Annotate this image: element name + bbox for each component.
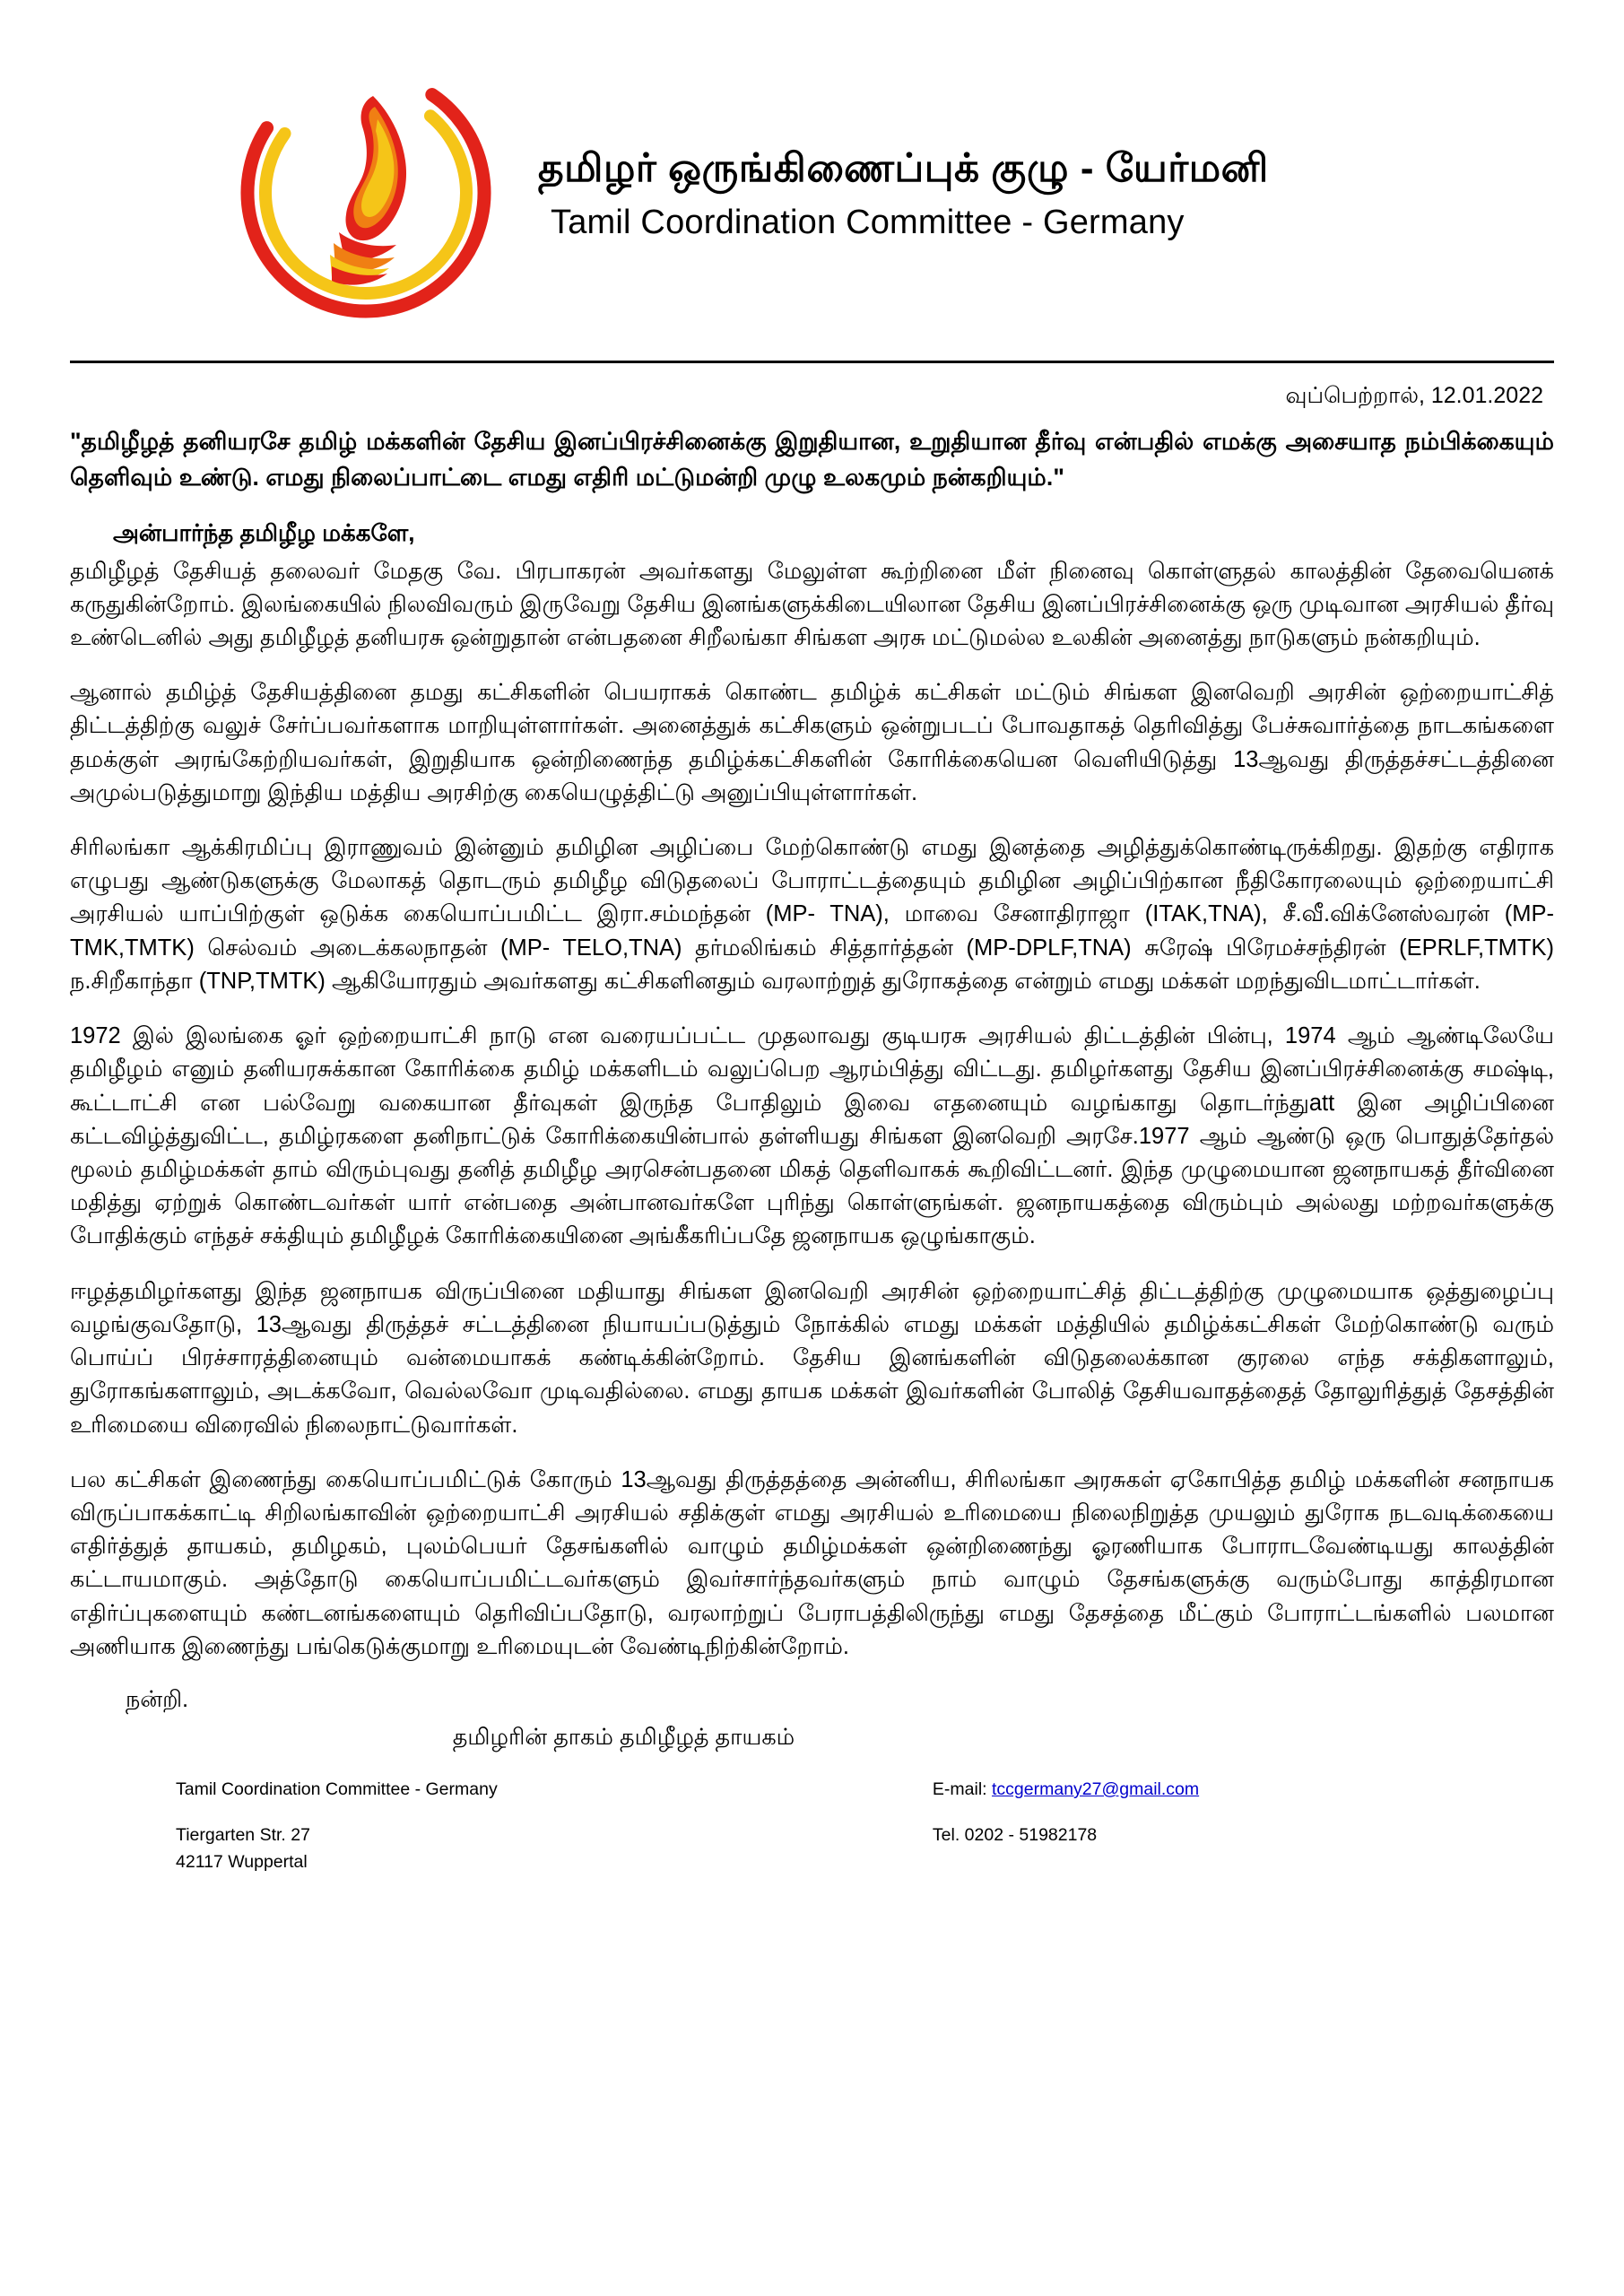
body-paragraph: 1972 இல் இலங்கை ஓர் ஒற்றையாட்சி நாடு என வரையப்பட்ட முதலாவது குடியரசு அரசியல் திட்டத்தின் பின்பு, 1974 ஆம் ஆண்டிலேயே தமிழீழம் எனும் தனியரசுக்கான கோரிக்கை தமிழ் மக்களிடம் வலுப்பெற ஆரம்பித்து விட்டது. தமிழர்களது தேசிய இனப்பிரச்சினைக்கு சமஷ்டி, கூட்டாட்சி என பல்வேறு வகையான தீர்வுகள் இருந்த போதிலும் இவை எதனையும் வழங்காது தொடர்ந்துatt இன அழிப்பினை கட்டவிழ்த்துவிட்ட, தமிழ்ரகளை தனிநாட்டுக் கோரிக்கையின்பால் தள்ளியது சிங்கள இனவெறி அரசே.1977 ஆம் ஆண்டு ஒரு பொதுத்தேர்தல் மூலம் தமிழ்மக்கள் தாம் விரும்புவது தனித் தமிழீழ அரசென்பதனை மிகத் தெளிவாகக் கூறிவிட்டனர். இந்த முழுமையான ஜனநாயகத் தீர்வினை மதித்து ஏற்றுக் கொண்டவர்கள் யார் என்பதை அன்பானவர்களே புரிந்து கொள்ளுங்கள். ஜனநாயகத்தை விரும்பும் அல்லது மற்றவர்களுக்கு போதிக்கும் எந்தச் சக்தியும் தமிழீழக் கோரிக்கையினை அங்கீகரிப்பதே ஜனநாயக ஒழுங்காகும். [70, 1023, 1554, 1249]
footer-phone: Tel. 0202 - 51982178 [932, 1825, 1098, 1846]
footer-email-link[interactable]: tccgermany27@gmail.com [992, 1779, 1200, 1800]
body-paragraph: ஆனால் தமிழ்த் தேசியத்தினை தமது கட்சிகளின் பெயராகக் கொண்ட தமிழ்க் கட்சிகள் மட்டும் சிங்கள இனவெறி அரசின் ஒற்றையாட்சித் திட்டத்திற்கு வலுச் சேர்ப்பவர்களாக மாறியுள்ளார்கள். அனைத்துக் கட்சிகளும் ஒன்றுபடப் போவதாகத் தெரிவித்து பேச்சுவார்த்தை நாடகங்களை தமக்குள் அரங்கேற்றியவர்கள், இறுதியாக ஒன்றிணைந்த தமிழ்க்கட்சிகளின் கோரிக்கையென வெளியிடுத்து 13ஆவது திருத்தச்சட்டத்தினை அமுல்படுத்துமாறு இந்திய மத்திய அரசிற்கு கையெழுத்திட்டு அனுப்பியுள்ளார்கள். [70, 680, 1554, 805]
body-paragraph: ஈழத்தமிழர்களது இந்த ஜனநாயக விருப்பினை மதியாது சிங்கள இனவெறி அரசின் ஒற்றையாட்சித் திட்டத்திற்கு முழுமையாக ஒத்துழைப்பு வழங்குவதோடு, 13ஆவது திருத்தச் சட்டத்தினை நியாயப்படுத்தும் நோக்கில் எமது மக்கள் மத்தியில் தமிழ்க்கட்சிகள் மேற்கொண்டு வரும் பொய்ப் பிரச்சாரத்தினையும் வன்மையாகக் கண்டிக்கின்றோம். தேசிய இனங்களின் விடுதலைக்கான குரலை எந்த சக்திகளாலும், துரோகங்களாலும், அடக்கவோ, வெல்லவோ முடிவதில்லை. எமது தாயக மக்கள் இவர்களின் போலித் தேசியவாதத்தைத் தோலுரித்துத் தேசத்தின் உரிமையை விரைவில் நிலைநாட்டுவார்கள். [70, 1278, 1554, 1438]
footer-left-column [176, 1777, 852, 1875]
leader-quote: "தமிழீழத் தனியரசே தமிழ் மக்களின் தேசிய இனப்பிரச்சினைக்கு இறுதியான, உறுதியான தீர்வு என்பதில் எமக்கு அசையாத நம்பிக்கையும் தெளிவும் உண்டு. எமது நிலைப்பாட்டை எமது எதிரி மட்டுமன்றி முழு உலகமும் நன்கறியும்." [70, 428, 1554, 491]
salutation: அன்பார்ந்த தமிழீழ மக்களே, [113, 518, 415, 546]
body-paragraph: தமிழீழத் தேசியத் தலைவர் மேதகு வே. பிரபாகரன் அவர்களது மேலுள்ள கூற்றினை மீள் நினைவு கொள்ளுதல் காலத்தின் தேவையெனக் கருதுகின்றோம். இலங்கையில் நிலவிவரும் இருவேறு தேசிய இனங்களுக்கிடையிலான தேசிய இனப்பிரச்சினைக்கு ஒரு முடிவான அரசியல் தீர்வு உண்டெனில் அது தமிழீழத் தனியரசு ஒன்றுதான் என்பதனை சிறீலங்கா சிங்கள அரசு மட்டுமல்ல உலகின் அனைத்து நாடுகளும் நன்கறியும். [70, 558, 1554, 650]
closing-thanks: நன்றி. [126, 1687, 189, 1713]
header-divider [70, 361, 1554, 363]
letter-footer [70, 1777, 1554, 1875]
body-paragraph: சிரிலங்கா ஆக்கிரமிப்பு இராணுவம் இன்னும் தமிழின அழிப்பை மேற்கொண்டு எமது இனத்தை அழித்துக்கொண்டிருக்கிறது. இதற்கு எதிராக எழுபது ஆண்டுகளுக்கு மேலாகத் தொடரும் தமிழீழ விடுதலைப் போராட்டத்தையும் தமிழின அழிப்பிற்கான நீதிகோரலையும் ஒற்றையாட்சி அரசியல் யாப்பிற்குள் ஒடுக்க கையொப்பமிட்ட இரா.சம்மந்தன் (MP- TNA), மாவை சேனாதிராஜா (ITAK,TNA), சீ.வீ.விக்னேஸ்வரன் (MP-TMK,TMTK) செல்வம் அடைக்கலநாதன் (MP- TELO,TNA) தர்மலிங்கம் சித்தார்த்தன் (MP-DPLF,TNA) சுரேஷ் பிரேமச்சந்திரன் (EPRLF,TMTK) ந.சிறீகாந்தா (TNP,TMTK) ஆகியோரதும் அவர்களது கட்சிகளினதும் வரலாற்றுத் துரோகத்தை என்றும் எமது மக்கள் மறந்துவிடமாட்டார்கள். [70, 835, 1554, 994]
footer-address-line1: Tiergarten Str. 27 [176, 1825, 310, 1846]
org-title-english: Tamil Coordination Committee - Germany [551, 204, 1185, 242]
org-title-tamil: தமிழர் ஒருங்கிணைப்புக் குழு - யேர்மனி [538, 145, 1269, 190]
tcc-germany-logo [231, 57, 500, 326]
header-titles [538, 139, 1269, 243]
footer-right-column [933, 1777, 1527, 1875]
footer-email-label: E-mail: [932, 1779, 987, 1800]
closing-slogan: தமிழரின் தாகம் தமிழீழத் தாயகம் [452, 1725, 795, 1751]
footer-org-name: Tamil Coordination Committee - Germany [176, 1779, 498, 1800]
body-paragraph: பல கட்சிகள் இணைந்து கையொப்பமிட்டுக் கோரும் 13ஆவது திருத்தத்தை அன்னிய, சிரிலங்கா அரசுகள் ஏகோபித்த தமிழ் மக்களின் சனநாயக விருப்பாகக்காட்டி சிறிலங்காவின் ஒற்றையாட்சி அரசியல் சதிக்குள் எமது அரசியல் உரிமையை நிலைநிறுத்த முயலும் துரோக நடவடிக்கையை எதிர்த்துத் தாயகம், தமிழகம், புலம்பெயர் தேசங்களில் வாழும் தமிழ்மக்கள் ஒன்றிணைந்து ஓரணியாக போராடவேண்டியது காலத்தின் கட்டாயமாகும். அத்தோடு கையொப்பமிட்டவர்களும் இவர்சார்ந்தவர்களும் நாம் வாழும் தேசங்களுக்கு வரும்போது காத்திரமான எதிர்ப்புகளையும் கண்டனங்களையும் தெரிவிப்பதோடு, வரலாற்றுப் பேராபத்திலிருந்து எமது தேசத்தை மீட்கும் போராட்டங்களில் பலமான அணியாக இணைந்து பங்கெடுக்குமாறு உரிமையுடன் வேண்டிநிற்கின்றோம். [70, 1466, 1554, 1659]
date-line: வுப்பெற்றால், 12.01.2022 [1285, 383, 1543, 408]
footer-address-line2: 42117 Wuppertal [176, 1851, 308, 1872]
letterhead-header [70, 43, 1554, 339]
footer-email-row [933, 1777, 1527, 1803]
